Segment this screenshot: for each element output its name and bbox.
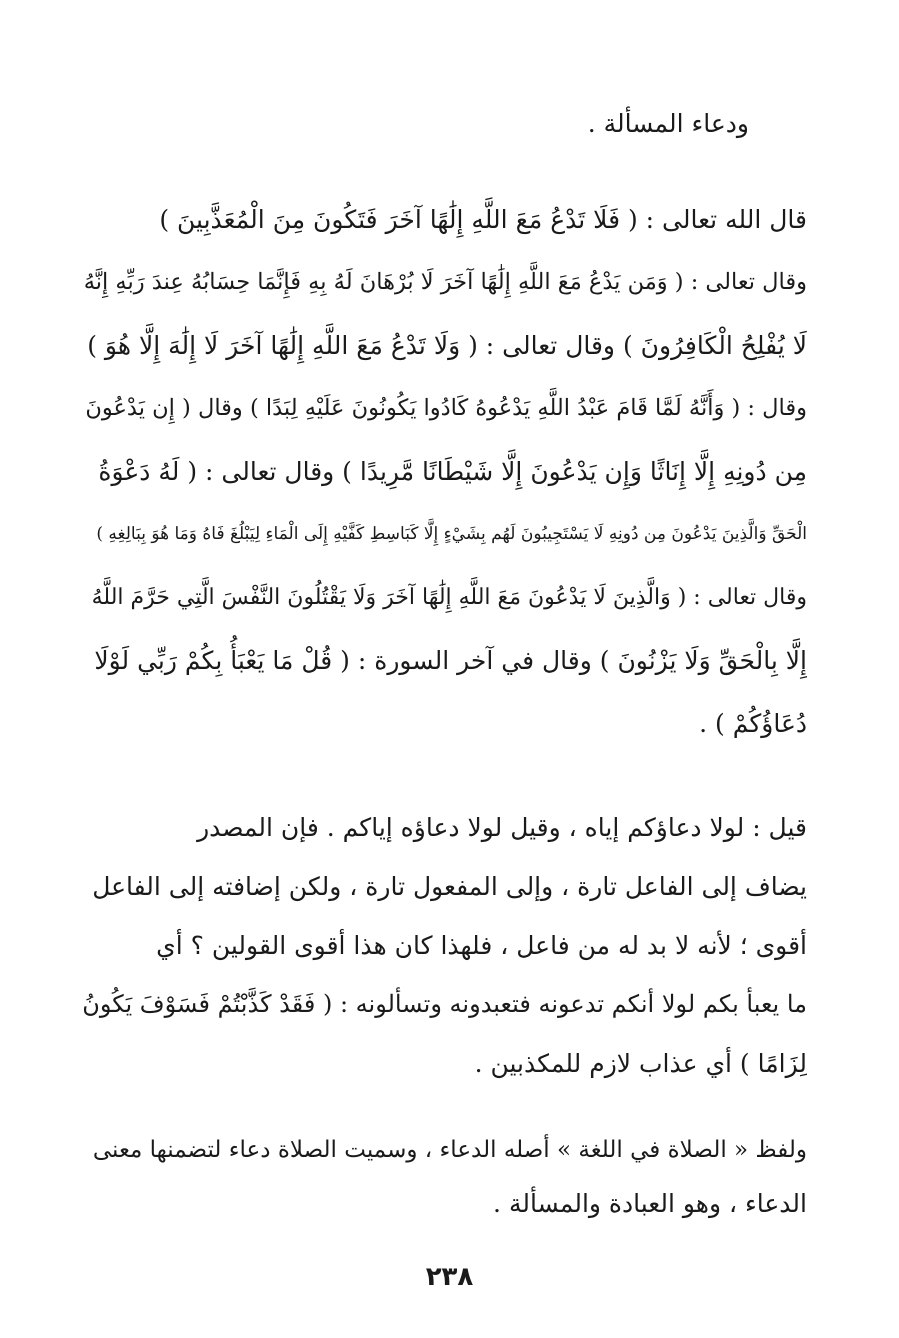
text-line: الدعاء ، وهو العبادة والمسألة . [493, 1189, 807, 1218]
text-line: إِلَّا بِالْحَقِّ وَلَا يَزْنُونَ ) وقال في آخر السورة : ( قُلْ مَا يَعْبَأُ بِكُمْ رَبِّي لَوْلَا [94, 646, 807, 675]
text-line: أقوى ؛ لأنه لا بد له من فاعل ، فلهذا كان هذا أقوى القولين ؟ أي [156, 931, 807, 960]
text-line: وقال تعالى : ( وَالَّذِينَ لَا يَدْعُونَ مَعَ اللَّهِ إِلَٰهًا آخَرَ وَلَا يَقْتُلُونَ النَّفْسَ الَّتِي حَرَّمَ اللَّهُ [91, 585, 807, 610]
text-line: مِن دُونِهِ إِلَّا إِنَاثًا وَإِن يَدْعُونَ إِلَّا شَيْطَانًا مَّرِيدًا ) وقال تعالى : ( لَهُ دَعْوَةُ [98, 457, 807, 486]
paragraph-2-quran-citations [80, 188, 807, 755]
text-line: ودعاء المسألة . [587, 109, 749, 138]
text-line: وقال تعالى : ( وَمَن يَدْعُ مَعَ اللَّهِ إِلَٰهًا آخَرَ لَا بُرْهَانَ لَهُ بِهِ فَإِنَّمَا حِسَابُهُ عِندَ رَبِّهِ إِنَّهُ [83, 269, 807, 295]
paragraph-3 [80, 798, 807, 1093]
text-line: الْحَقِّ وَالَّذِينَ يَدْعُونَ مِن دُونِهِ لَا يَسْتَجِيبُونَ لَهُم بِشَيْءٍ إِلَّا كَبَاسِطِ كَفَّيْهِ إِلَى الْمَاءِ لِيَبْلُغَ فَاهُ وَمَا هُوَ بِبَالِغِهِ ) [96, 524, 807, 544]
text-line: يضاف إلى الفاعل تارة ، وإلى المفعول تارة ، ولكن إضافته إلى الفاعل [92, 872, 807, 901]
text-line: ولفظ « الصلاة في اللغة » أصله الدعاء ، وسميت الصلاة دعاء لتضمنها معنى [92, 1137, 807, 1163]
text-line: وقال : ( وَأَنَّهُ لَمَّا قَامَ عَبْدُ اللَّهِ يَدْعُوهُ كَادُوا يَكُونُونَ عَلَيْهِ لِبَدًا ) وقال ( إِن يَدْعُونَ [85, 395, 807, 421]
text-line: لَا يُفْلِحُ الْكَافِرُونَ ) وقال تعالى : ( وَلَا تَدْعُ مَعَ اللَّهِ إِلَٰهًا آخَرَ لَا إِلَٰهَ إِلَّا هُوَ ) [87, 331, 807, 360]
text-line: قيل : لولا دعاؤكم إياه ، وقيل لولا دعاؤه إياكم . فإن المصدر [197, 813, 807, 842]
page-number: ٢٣٨ [425, 1262, 474, 1292]
paragraph-1 [80, 100, 749, 148]
paragraph-4 [80, 1124, 807, 1230]
text-line: قال الله تعالى : ( فَلَا تَدْعُ مَعَ اللَّهِ إِلَٰهًا آخَرَ فَتَكُونَ مِنَ الْمُعَذَّبِينَ ) [159, 205, 807, 234]
text-line: دُعَاؤُكُمْ ) . [699, 709, 807, 738]
text-line: لِزَامًا ) أي عذاب لازم للمكذبين . [474, 1049, 807, 1078]
text-line: ما يعبأ بكم لولا أنكم تدعونه فتعبدونه وتسألونه : ( فَقَدْ كَذَّبْتُمْ فَسَوْفَ يَكُونُ [82, 990, 807, 1018]
